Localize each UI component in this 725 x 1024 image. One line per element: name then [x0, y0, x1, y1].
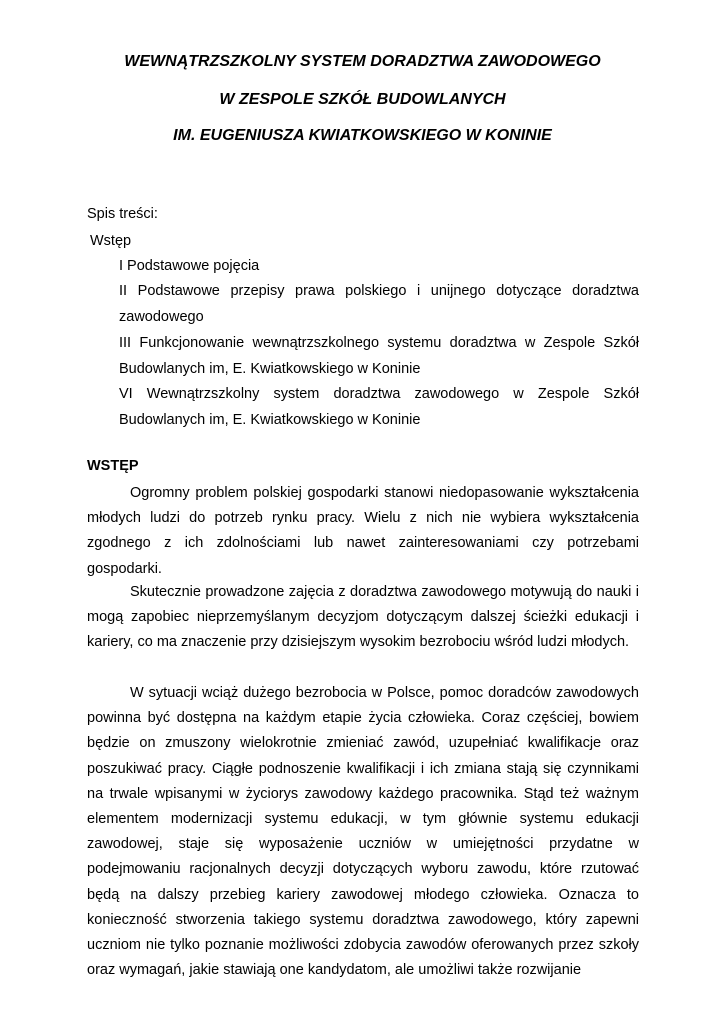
paragraph-2: Skutecznie prowadzone zajęcia z doradztwa zawodowego motywują do nauki i mogą zapobiec nieprzemyślanym decyzjom dotyczącym dalszej ścieżki edukacji i kariery, co ma znaczenie przy dzisiejszym wysokim bezrobociu wśród ludzi młodych. — [87, 584, 639, 651]
toc-heading: Spis treści: — [87, 206, 158, 222]
document-title-line-2: W ZESPOLE SZKÓŁ BUDOWLANYCH — [219, 91, 506, 108]
toc-item-4: VI Wewnątrzszkolny system doradztwa zawodowego w Zespole Szkół Budowlanych im, E. Kwiatkowskiego w Koninie — [119, 386, 639, 428]
paragraph-1: Ogromny problem polskiej gospodarki stanowi niedopasowanie wykształcenia młodych ludzi do potrzeb rynku pracy. Wielu z nich nie wybiera wykształcenia zgodnego z ich zdolnościami lub nawet zainteresowaniami czy potrzebami gospodarki. — [87, 485, 639, 577]
paragraph-3: W sytuacji wciąż dużego bezrobocia w Polsce, pomoc doradców zawodowych powinna być dostępna na każdym etapie życia człowieka. Coraz częściej, bowiem będzie on zmuszony wielokrotnie zmieniać zawód, uzupełniać kwalifikacje oraz poszukiwać pracy. Ciągłe podnoszenie kwalifikacji i ich zmiana stają się czynnikami na trwale wpisanymi w życiorys zawodowy każdego pracownika. Stąd też ważnym elementem modernizacji systemu edukacji, w tym głównie systemu edukacji zawodowej, staje się wyposażenie uczniów w umiejętności przydatne w podejmowaniu racjonalnych decyzji dotyczących wyboru zawodu, które rzutować będą na dalszy przebieg kariery zawodowej młodego człowieka. Oznacza to konieczność stworzenia takiego systemu doradztwa zawodowego, który zapewni uczniom nie tylko poznanie możliwości zdobycia zawodów oferowanych przez szkoły oraz wymagań, jakie stawiają one kandydatom, ale umożliwi także rozwijanie — [87, 685, 639, 979]
toc-item-2: II Podstawowe przepisy prawa polskiego i unijnego dotyczące doradztwa zawodowego — [119, 283, 639, 325]
toc-item-1: I Podstawowe pojęcia — [119, 258, 260, 274]
section-heading-intro: WSTĘP — [87, 458, 139, 474]
toc-item-intro: Wstęp — [90, 233, 132, 249]
toc-item-3: III Funkcjonowanie wewnątrzszkolnego systemu doradztwa w Zespole Szkół Budowlanych im, E. Kwiatkowskiego w Koninie — [119, 335, 639, 377]
document-title-line-1: WEWNĄTRZSZKOLNY SYSTEM DORADZTWA ZAWODOWEGO — [124, 53, 601, 70]
document-title-line-3: IM. EUGENIUSZA KWIATKOWSKIEGO W KONINIE — [173, 127, 552, 144]
